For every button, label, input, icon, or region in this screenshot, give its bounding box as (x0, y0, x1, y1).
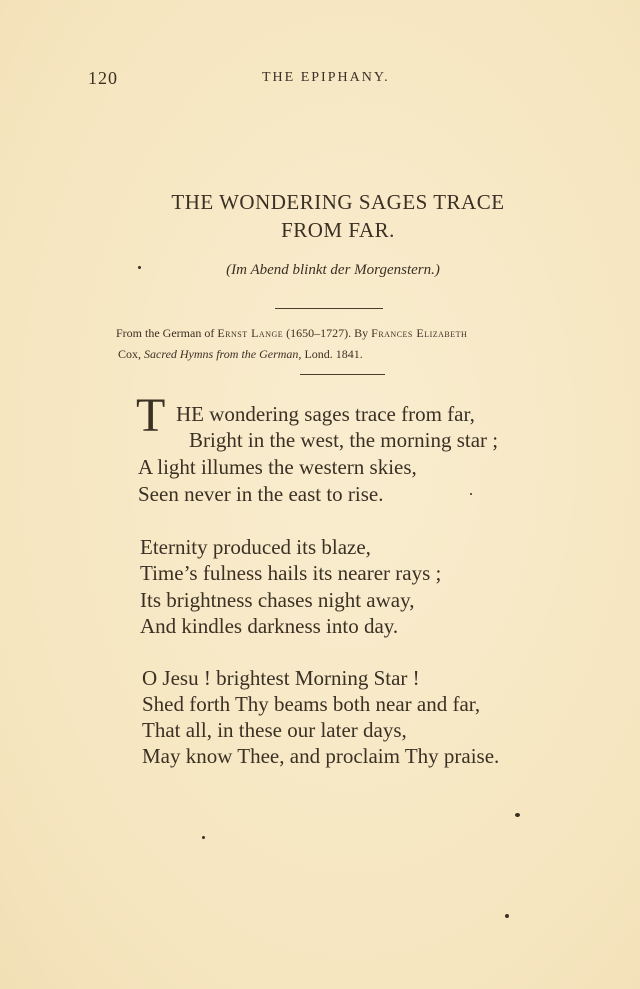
attribution-source: Sacred Hymns from the German, (144, 347, 302, 361)
attribution-dates: (1650–1727). By (283, 326, 372, 340)
verse-line: Time’s fulness hails its nearer rays ; (140, 561, 442, 585)
verse-line: Bright in the west, the morning star ; (189, 428, 499, 452)
verse-line: O Jesu ! brightest Morning Star ! (142, 666, 420, 690)
verse-line: May know Thee, and proclaim Thy praise. (142, 744, 500, 768)
ink-speck (505, 914, 509, 918)
verse-line: A light illumes the western skies, (138, 455, 417, 479)
attribution-translator: Frances Elizabeth (371, 326, 468, 340)
divider-rule-top (275, 308, 383, 309)
attribution-place-year: Lond. 1841. (301, 347, 363, 361)
verse-line: That all, in these our later days, (142, 718, 407, 742)
hymn-title-line-1: THE WONDERING SAGES TRACE (171, 190, 505, 214)
ink-speck (138, 266, 141, 269)
verse-line: Shed forth Thy beams both near and far, (142, 692, 481, 716)
attribution-line-2 (118, 344, 363, 365)
attribution-line-1 (116, 323, 467, 344)
verse-line: Its brightness chases night away, (140, 588, 415, 612)
hymn-original-title: (Im Abend blinkt der Morgenstern.) (226, 262, 440, 278)
page-number: 120 (88, 68, 118, 88)
ink-speck (470, 493, 472, 495)
verse-line: And kindles darkness into day. (140, 614, 399, 638)
attribution-from: From the German of (116, 326, 218, 340)
running-head: THE EPIPHANY. (262, 70, 390, 85)
drop-cap: T (136, 389, 166, 442)
attribution-author: Ernst Lange (217, 326, 284, 340)
verse-line: Eternity produced its blaze, (140, 535, 371, 559)
attribution-translator-last: Cox, (118, 347, 145, 361)
ink-speck (515, 813, 520, 817)
divider-rule-bottom (300, 374, 385, 375)
verse-line: HE wondering sages trace from far, (176, 402, 475, 426)
hymn-title-line-2: FROM FAR. (281, 218, 395, 242)
ink-speck (202, 836, 205, 839)
verse-line: Seen never in the east to rise. (138, 482, 384, 506)
